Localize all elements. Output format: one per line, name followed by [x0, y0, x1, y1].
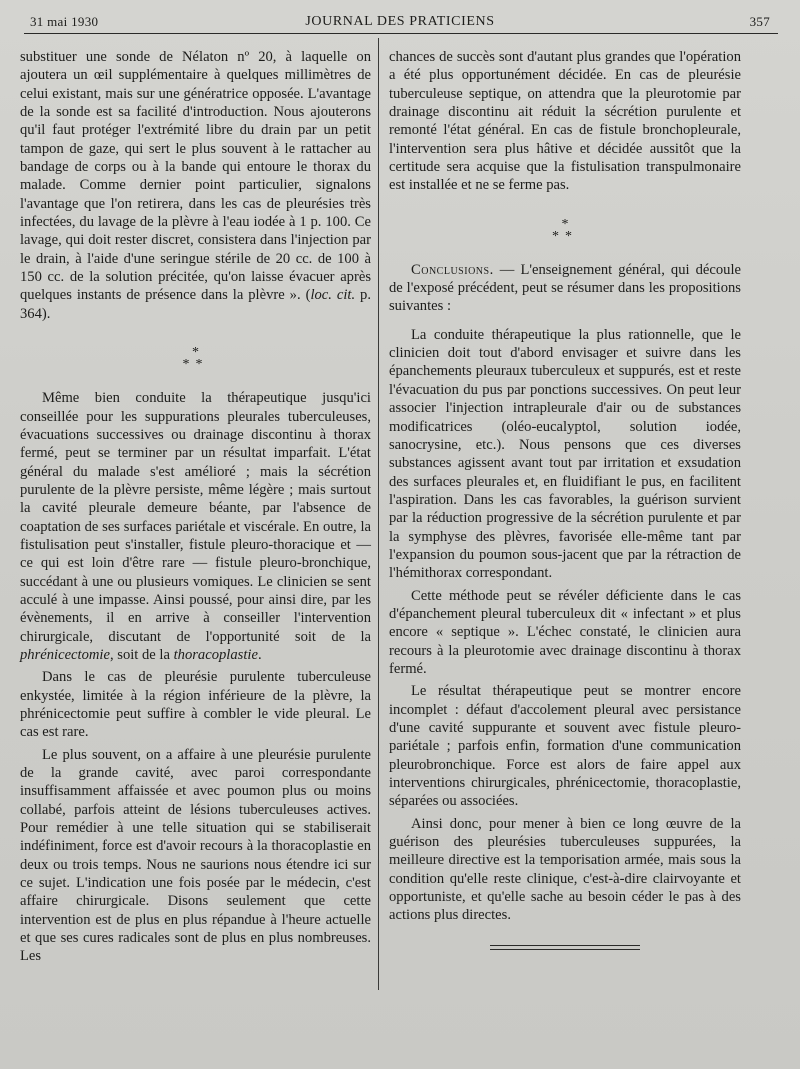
- section-break-stars: * **: [182, 345, 209, 373]
- running-header: [30, 12, 770, 34]
- column-separator: [378, 38, 379, 990]
- left-paragraph-1: substituer une sonde de Nélaton nº 20, à laquelle on ajoutera un œil supplémentaire à quelques millimètres de celui existant, mais sur une génératrice opposée. L'avantage de la sonde est sa facilité d'introduction. Nous ajouterons qu'il faut protéger l'extrémité libre du drain par un petit tampon de gaze, qui sert le plus souvent à le rattacher au bandage de corps ou à la bande qui entoure le thorax du malade. Comme dernier point particulier, signalons l'avantage que l'on retirera, dans les cas de pleurésies très infectées, du lavage de la plèvre à l'eau iodée à 1 p. 100. Ce lavage, qui doit rester discret, consistera dans l'injection par le drain, à l'aide d'une seringue stérile de 20 cc. de 100 à 150 cc. de la solution précitée, qu'on laisse évacuer après quelques instants de présence dans la plèvre ». (loc. cit. p. 364).: [20, 49, 372, 322]
- end-double-rule: [490, 945, 640, 950]
- left-column: [20, 48, 371, 966]
- header-page-number: 357: [749, 14, 770, 29]
- left-paragraph-4: Le plus souvent, on a affaire à une pleurésie purulente de la grande cavité, avec paroi correspondante insuffisamment affaissée et avec poumon plus ou moins collabé, parfois atteint de lésions tuberculeuses actives. Pour remédier à une telle situation qui se stabiliserait indéfiniment, force est d'avoir recours à la thoracoplastie en deux ou trois temps. Nous ne saurions nous étendre ici sur ce sujet. L'indication une fois posée par le médecin, c'est affaire chirurgicale. Disons seulement que cette intervention est de plus en plus répandue à l'heure actuelle et que ses cures radicales sont de plus en plus nombreuses. Les: [20, 746, 371, 965]
- header-date: 31 mai 1930: [30, 14, 99, 29]
- right-paragraph-4: Le résultat thérapeutique peut se montrer encore incomplet : défaut d'accolement pleural avec persistance d'une cavité suppurante et souvent avec fistule pleuro-pariétale ; parfois enfin, formation d'une communication pleurobronchique. Force est alors de faire appel aux interventions chirurgicales, phrénicectomie, thoracoplastie, séparées ou associées.: [389, 683, 741, 810]
- citation: loc. cit.: [310, 287, 356, 304]
- right-paragraph-2: La conduite thérapeutique la plus rationnelle, que le clinicien doit tout d'abord envisager et suivre dans les épanchements pleuraux tuberculeux et suppurés, est et reste l'évacuation du pus par ponctions successives. On peut leur associer l'injection intrapleurale d'air ou de substances modificatrices (oléo-eucalyptol, solution iodée, sanocrysine, etc.). Nous pensons que ces diverses substances agissent avant tout par irritation et exsudation des surfaces pleurales et, en fluidifiant le pus, en facilitent l'aspiration. Dans les cas favorables, la guérison survient par la réduction progressive de la sécrétion purulente et par la symphyse des plèvres, favorisée elle-même tant par l'expansion du poumon sous-jacent que par la rétraction de l'hémithorax correspondant.: [389, 326, 741, 582]
- right-paragraph-1: chances de succès sont d'autant plus grandes que l'opération a été plus opportunément décidée. En cas de pleurésie tuberculeuse septique, on attendra que la pleurotomie par drainage discontinu ait réduit la sécrétion purulente et remonté l'état général. En cas de fistule bronchopleurale, l'intervention sera plus hâtive et décidée aussitôt que la certitude sera acquise que la fistulisation transpulmonaire est installée et ne se ferme pas.: [389, 49, 741, 194]
- header-rule: [24, 33, 778, 34]
- left-paragraph-2: Même bien conduite la thérapeutique jusqu'ici conseillée pour les suppurations pleurales tuberculeuses, évacuations successives ou drainage discontinu à thorax fermé, peut se terminer par un résultat imparfait. L'état général du malade s'est amélioré ; mais la sécrétion purulente de la plèvre persiste, même légère ; mais surtout la cavité pleurale demeure béante, par l'absence de coaptation de ses surfaces pariétale et viscérale. En outre, la fistulisation peut s'installer, fistule pleuro-thoracique et — ce qui est loin d'être rare — fistule pleuro-bronchique, succédant à une ou plusieurs vomiques. Le clinicien se sent acculé à une impasse. Ainsi poussé, pour ainsi dire, par les évènements, il en arrive à conseiller l'intervention chirurgicale, discutant de l'opportunité soit de la phrénicectomie, soit de la thoracoplastie.: [20, 390, 371, 663]
- left-paragraph-3: Dans le cas de pleurésie purulente tuberculeuse enkystée, limitée à la région inférieure de la plèvre, la phrénicectomie peut suffire à combler le vide pleural. Le cas est rare.: [20, 669, 371, 741]
- header-journal-title: JOURNAL DES PRATICIENS: [305, 14, 495, 29]
- right-paragraph-5: Ainsi donc, pour mener à bien ce long œuvre de la guérison des pleurésies tuberculeuses suppurées, la meilleure directive est la temporisation armée, mais sous la condition qu'elle reste clinique, c'est-à-dire clairvoyante et opportuniste, et qu'elle sache au besoin céder le pas à des actions plus directes.: [389, 815, 741, 924]
- conclusions-paragraph: Conclusions. — L'enseignement général, qui découle de l'exposé précédent, peut se résumer dans les propositions suivantes :: [389, 261, 741, 315]
- right-paragraph-3: Cette méthode peut se révéler déficiente dans le cas d'épanchement pleural tuberculeux dit « infectant » et plus encore « septique ». L'échec constaté, le clinicien aura recours à la pleurotomie avec drainage discontinu à thorax fermé.: [389, 587, 741, 677]
- right-column: [389, 48, 741, 950]
- conclusions-heading: Conclusions.: [411, 261, 494, 278]
- section-break-stars: * **: [552, 216, 578, 244]
